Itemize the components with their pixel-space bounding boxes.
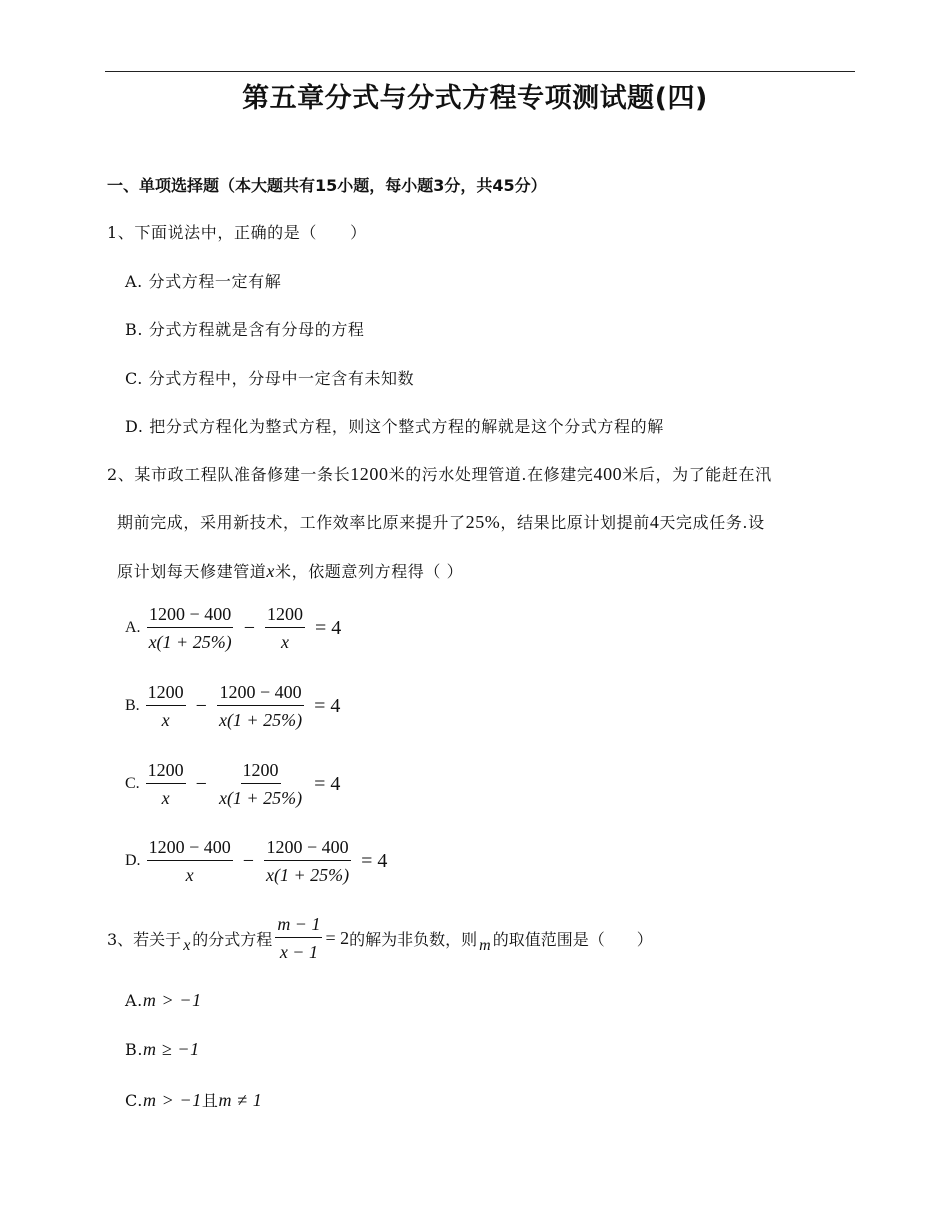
q1-option-d: D. 把分式方程化为整式方程，则这个整式方程的解就是这个分式方程的解: [125, 417, 664, 436]
fraction: $\frac{1200 - 400}{x(1 + 25\%)}$: [218, 682, 303, 730]
fraction: $\frac{1200}{x}$: [147, 682, 184, 730]
q2-option-d: D. $\frac{1200 - 400}{x}$ − $\frac{1200 - 400}{x(1 + 25\%)}$ = 4: [125, 837, 388, 885]
fraction: $\frac{1200 - 400}{x(1 + 25\%)}$: [266, 837, 350, 885]
q1-option-b: B. 分式方程就是含有分母的方程: [125, 320, 365, 339]
fraction: $\frac{1200}{x}$: [147, 760, 184, 808]
fraction: $\frac{1200 - 400}{x}$: [148, 837, 231, 885]
q2-option-b: B. $\frac{1200}{x}$ − $\frac{1200 - 400}{x(1 + 25\%)}$ = 4: [125, 682, 341, 730]
section-heading: 一、单项选择题（本大题共有15小题，每小题3分，共45分）: [107, 176, 547, 195]
q2-stem-line1: 2、某市政工程队准备修建一条长1200米的污水处理管道.在修建完400米后，为了能赶在汛: [107, 464, 772, 484]
fraction: $\frac{1200 - 400}{x(1 + 25\%)}$: [148, 604, 232, 652]
q1-option-c: C. 分式方程中，分母中一定含有未知数: [125, 369, 415, 388]
q2-stem-line2: 期前完成，采用新技术，工作效率比原来提升了25%，结果比原计划提前4天完成任务.设: [117, 512, 765, 532]
fraction: $\frac{1200}{x(1 + 25\%)}$: [218, 760, 303, 808]
q2-option-a: A. $\frac{1200 - 400}{x(1 + 25\%)}$ − $\frac{1200}{x}$ = 4: [125, 604, 342, 652]
q3-option-b: B.m ≥ −1: [125, 1039, 200, 1059]
page-title: 第五章分式与分式方程专项测试题(四): [242, 83, 708, 114]
q1-stem: 1、下面说法中，正确的是（ ）: [107, 223, 367, 242]
q3-stem: 3、若关于 x 的分式方程 $\frac{m - 1}{x - 1}$ = 2 的解为非负数，则 m 的取值范围是（ ）: [107, 914, 653, 962]
q3-option-c: C.m > −1且m ≠ 1: [125, 1090, 263, 1110]
header-rule: [105, 71, 855, 72]
fraction: $\frac{1200}{x}$: [266, 604, 303, 652]
q3-option-a: A.m > −1: [125, 990, 202, 1010]
q2-option-c: C. $\frac{1200}{x}$ − $\frac{1200}{x(1 + 25\%)}$ = 4: [125, 760, 341, 808]
q1-option-a: A. 分式方程一定有解: [125, 272, 282, 291]
fraction: $\frac{m - 1}{x - 1}$: [277, 914, 321, 962]
q2-stem-line3: 原计划每天修建管道x米，依题意列方程得（ ）: [117, 561, 464, 581]
